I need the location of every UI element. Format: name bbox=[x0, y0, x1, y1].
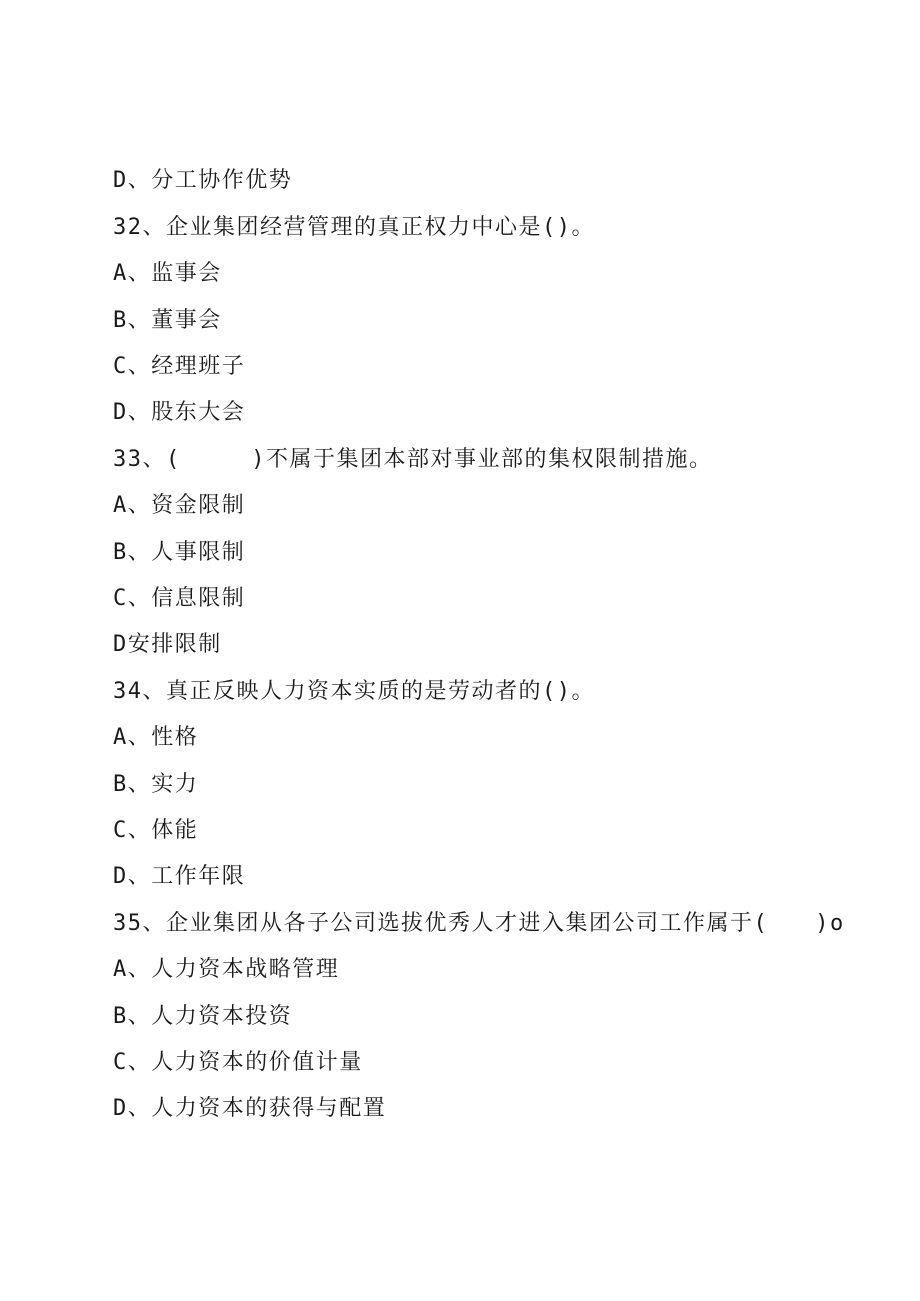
q32-option-b: B、董事会 bbox=[113, 308, 222, 333]
q32-option-d: D、股东大会 bbox=[113, 400, 246, 425]
q35-option-b: B、人力资本投资 bbox=[113, 1004, 293, 1029]
q35-option-c: C、人力资本的价值计量 bbox=[113, 1050, 363, 1075]
q33-option-b: B、人事限制 bbox=[113, 540, 246, 565]
q33-option-a: A、资金限制 bbox=[113, 493, 246, 518]
q34-option-a: A、性格 bbox=[113, 725, 199, 750]
q33-option-c: C、信息限制 bbox=[113, 586, 246, 611]
q34-option-d: D、工作年限 bbox=[113, 864, 246, 889]
q34-question: 34、真正反映人力资本实质的是劳动者的()。 bbox=[113, 679, 595, 704]
q33-question: 33、( )不属于集团本部对事业部的集权限制措施。 bbox=[113, 447, 713, 472]
q33-option-d: D安排限制 bbox=[113, 632, 222, 657]
q32-option-a: A、监事会 bbox=[113, 261, 222, 286]
q34-option-b: B、实力 bbox=[113, 772, 199, 797]
q32-question: 32、企业集团经营管理的真正权力中心是()。 bbox=[113, 215, 595, 240]
q35-option-d: D、人力资本的获得与配置 bbox=[113, 1096, 387, 1121]
q34-option-c: C、体能 bbox=[113, 818, 199, 843]
q35-question: 35、企业集团从各子公司选拔优秀人才进入集团公司工作属于( )o bbox=[113, 911, 845, 936]
q35-option-a: A、人力资本战略管理 bbox=[113, 957, 340, 982]
q32-option-c: C、经理班子 bbox=[113, 354, 246, 379]
q31-option-d: D、分工协作优势 bbox=[113, 168, 293, 193]
